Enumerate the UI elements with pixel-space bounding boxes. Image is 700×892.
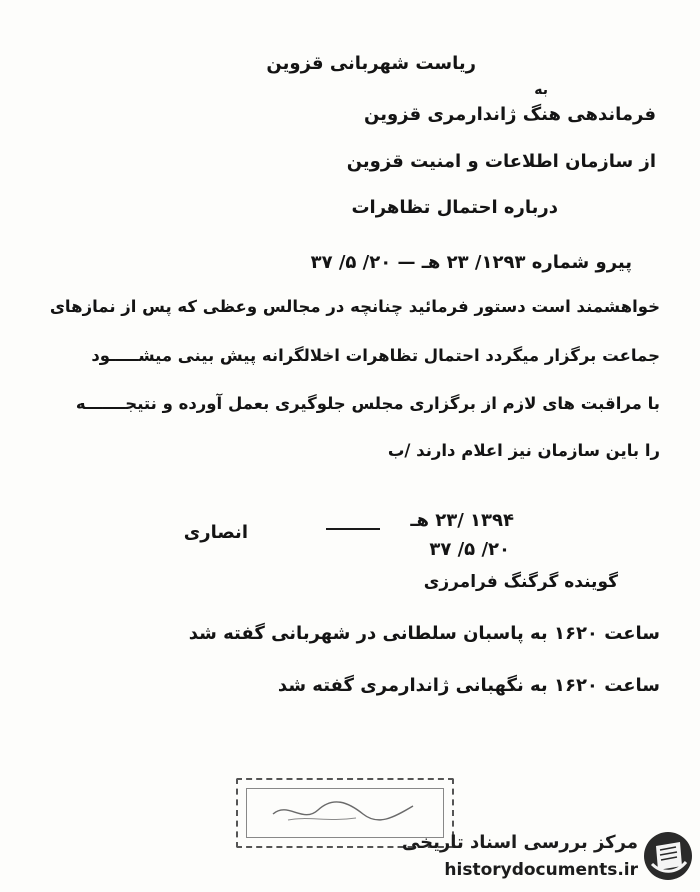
handwritten-scribble-icon <box>268 796 418 826</box>
body-line-2: جماعت برگزار میگردد احتمال تظاهرات اخلالگرانه پیش بینی میشـــــود <box>91 346 660 365</box>
note-gendarmerie: ساعت ۱۶۲۰ به نگهبانی ژاندارمری گفته شد <box>277 675 660 696</box>
recipient-line: ریاست شهربانی قزوین <box>266 53 476 74</box>
note-police: ساعت ۱۶۲۰ به پاسبان سلطانی در شهربانی گفته شد <box>188 623 660 644</box>
archive-logo-icon <box>642 830 694 882</box>
signatory-name: انصاری <box>183 522 248 543</box>
watermark-url: historydocuments.ir <box>444 860 638 880</box>
reference-line: پیرو شماره ۱۲۹۳/ ۲۳ هـ — ۲۰/ ۵/ ۳۷ <box>310 252 632 273</box>
watermark-title: مرکز بررسی اسناد تاریخی <box>401 832 638 853</box>
date-line: ۲۰/ ۵/ ۳۷ <box>429 539 510 560</box>
archive-watermark <box>401 824 700 892</box>
sender-line: فرماندهی هنگ ژاندارمری قزوین <box>364 104 656 125</box>
body-line-1: خواهشمند است دستور فرمائید چنانچه در مجالس وعظی که پس از نمازهای <box>49 297 660 316</box>
organization-line: از سازمان اطلاعات و امنیت قزوین <box>346 151 656 172</box>
speaker-line: گوینده گرگنگ فرامرزی <box>423 572 618 592</box>
body-line-4: را باین سازمان نیز اعلام دارند /ب <box>387 441 660 460</box>
to-marker: به <box>534 82 548 98</box>
body-line-3: با مراقبت های لازم از برگزاری مجلس جلوگیری بعمل آورده و نتیجـــــــه <box>75 394 660 413</box>
signature-dash <box>326 528 380 530</box>
outgoing-number: ۱۳۹۴ /۲۳ هـ <box>410 510 514 531</box>
subject-line: درباره احتمال تظاهرات <box>351 197 558 218</box>
